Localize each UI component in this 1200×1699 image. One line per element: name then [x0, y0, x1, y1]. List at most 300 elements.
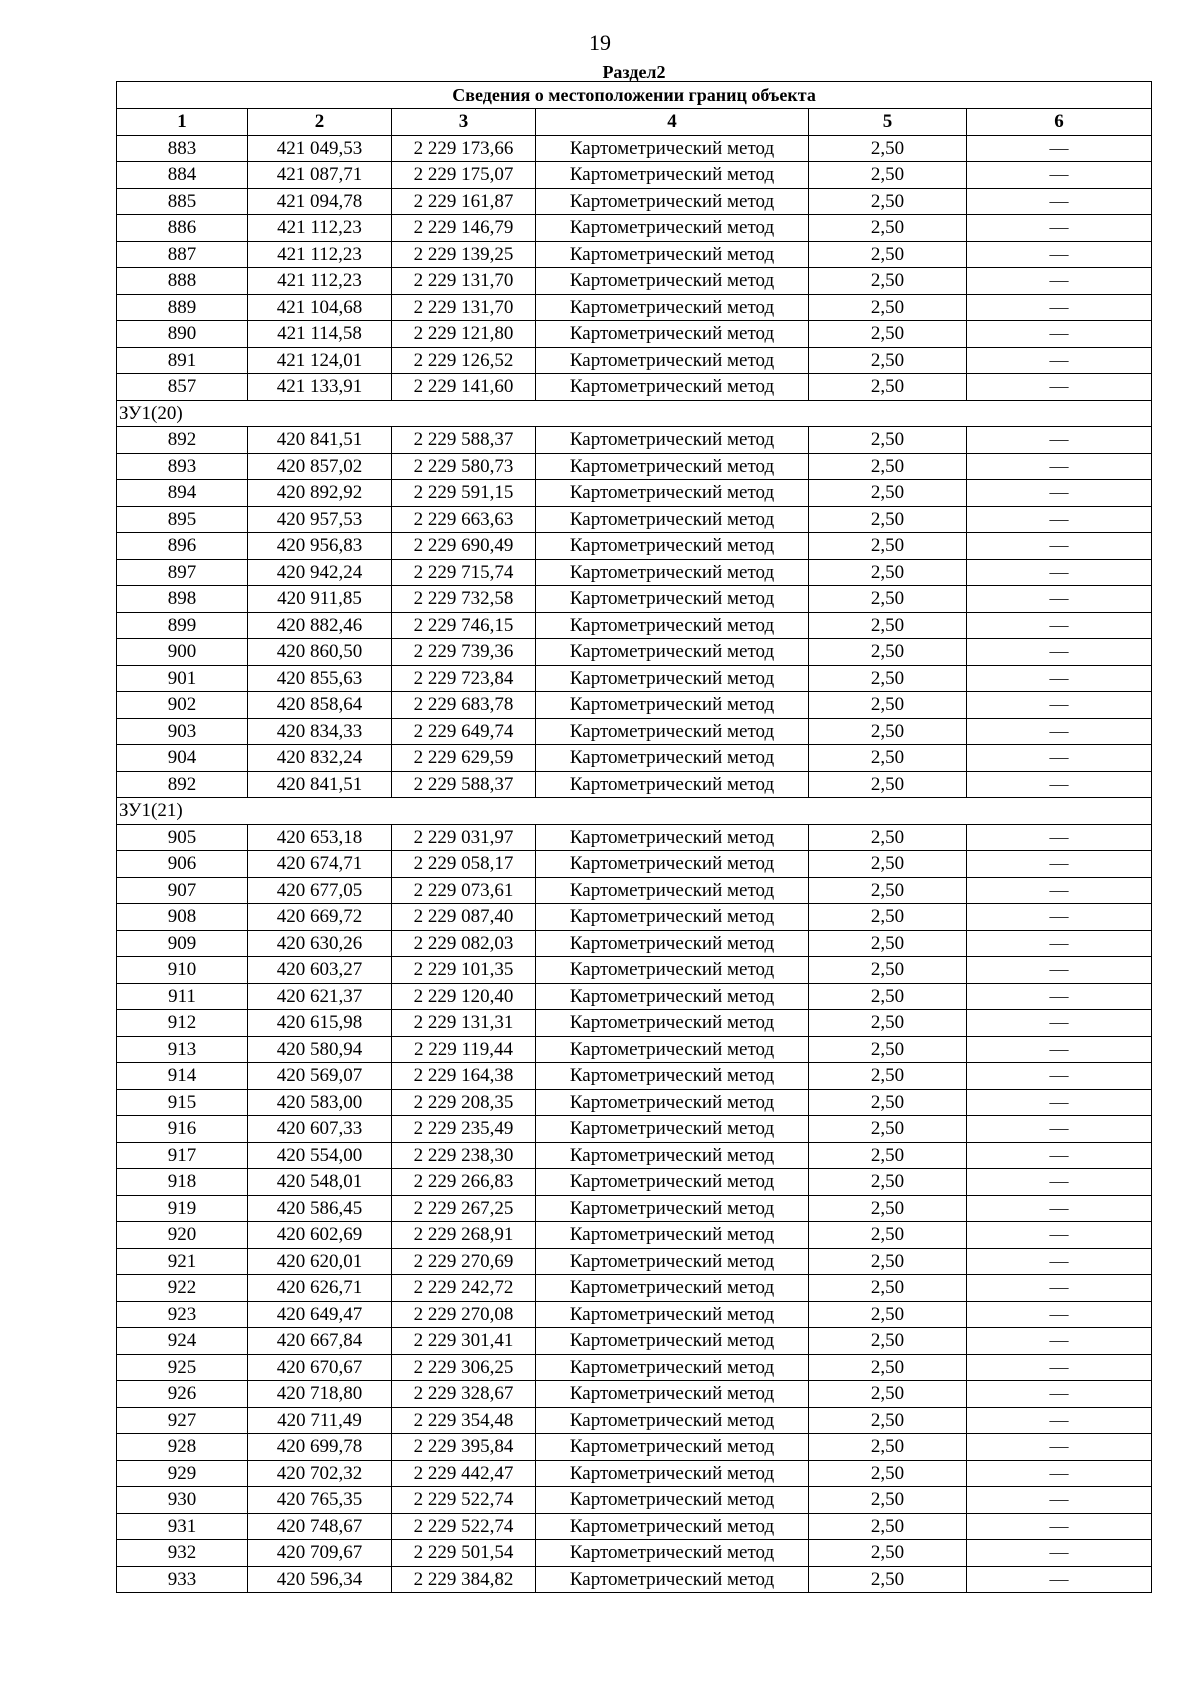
- method-cell: Картометрический метод: [536, 135, 809, 162]
- table-row: [117, 374, 1152, 401]
- note-cell: —: [967, 639, 1152, 666]
- note-cell: —: [967, 1275, 1152, 1302]
- y-coordinate-cell: 2 229 522,74: [392, 1487, 536, 1514]
- x-coordinate-cell: 421 049,53: [248, 135, 392, 162]
- point-number-cell: 912: [117, 1010, 248, 1037]
- point-number-cell: 894: [117, 480, 248, 507]
- note-cell: —: [967, 718, 1152, 745]
- y-coordinate-cell: 2 229 732,58: [392, 586, 536, 613]
- note-cell: —: [967, 1328, 1152, 1355]
- point-number-cell: 915: [117, 1089, 248, 1116]
- note-cell: —: [967, 559, 1152, 586]
- point-number-cell: 892: [117, 771, 248, 798]
- y-coordinate-cell: 2 229 395,84: [392, 1434, 536, 1461]
- method-cell: Картометрический метод: [536, 241, 809, 268]
- table-row: [117, 1301, 1152, 1328]
- method-cell: Картометрический метод: [536, 930, 809, 957]
- note-cell: —: [967, 983, 1152, 1010]
- x-coordinate-cell: 420 583,00: [248, 1089, 392, 1116]
- accuracy-cell: 2,50: [809, 1354, 967, 1381]
- y-coordinate-cell: 2 229 131,70: [392, 294, 536, 321]
- table-row: [117, 745, 1152, 772]
- accuracy-cell: 2,50: [809, 692, 967, 719]
- accuracy-cell: 2,50: [809, 188, 967, 215]
- method-cell: Картометрический метод: [536, 480, 809, 507]
- x-coordinate-cell: 420 765,35: [248, 1487, 392, 1514]
- table-row: [117, 453, 1152, 480]
- x-coordinate-cell: 420 670,67: [248, 1354, 392, 1381]
- table-row: [117, 639, 1152, 666]
- table-row: [117, 241, 1152, 268]
- table-row: [117, 1195, 1152, 1222]
- table-row: [117, 983, 1152, 1010]
- accuracy-cell: 2,50: [809, 1328, 967, 1355]
- point-number-cell: 925: [117, 1354, 248, 1381]
- point-number-cell: 922: [117, 1275, 248, 1302]
- method-cell: Картометрический метод: [536, 1540, 809, 1567]
- group-row: [117, 798, 1152, 825]
- accuracy-cell: 2,50: [809, 745, 967, 772]
- point-number-cell: 904: [117, 745, 248, 772]
- method-cell: Картометрический метод: [536, 957, 809, 984]
- note-cell: —: [967, 1460, 1152, 1487]
- table-row: [117, 1381, 1152, 1408]
- table-row: [117, 533, 1152, 560]
- y-coordinate-cell: 2 229 663,63: [392, 506, 536, 533]
- method-cell: Картометрический метод: [536, 692, 809, 719]
- point-number-cell: 928: [117, 1434, 248, 1461]
- point-number-cell: 913: [117, 1036, 248, 1063]
- y-coordinate-cell: 2 229 031,97: [392, 824, 536, 851]
- point-number-cell: 929: [117, 1460, 248, 1487]
- method-cell: Картометрический метод: [536, 1248, 809, 1275]
- note-cell: —: [967, 1063, 1152, 1090]
- note-cell: —: [967, 241, 1152, 268]
- x-coordinate-cell: 420 653,18: [248, 824, 392, 851]
- x-coordinate-cell: 420 620,01: [248, 1248, 392, 1275]
- x-coordinate-cell: 420 956,83: [248, 533, 392, 560]
- x-coordinate-cell: 421 112,23: [248, 241, 392, 268]
- column-header-4: 4: [536, 109, 809, 136]
- x-coordinate-cell: 420 674,71: [248, 851, 392, 878]
- method-cell: Картометрический метод: [536, 347, 809, 374]
- accuracy-cell: 2,50: [809, 427, 967, 454]
- x-coordinate-cell: 420 841,51: [248, 427, 392, 454]
- table-row: [117, 877, 1152, 904]
- note-cell: —: [967, 1036, 1152, 1063]
- note-cell: —: [967, 135, 1152, 162]
- accuracy-cell: 2,50: [809, 135, 967, 162]
- table-row: [117, 215, 1152, 242]
- method-cell: Картометрический метод: [536, 1036, 809, 1063]
- note-cell: —: [967, 1195, 1152, 1222]
- accuracy-cell: 2,50: [809, 1434, 967, 1461]
- accuracy-cell: 2,50: [809, 215, 967, 242]
- accuracy-cell: 2,50: [809, 1116, 967, 1143]
- point-number-cell: 919: [117, 1195, 248, 1222]
- y-coordinate-cell: 2 229 591,15: [392, 480, 536, 507]
- point-number-cell: 918: [117, 1169, 248, 1196]
- accuracy-cell: 2,50: [809, 824, 967, 851]
- x-coordinate-cell: 420 882,46: [248, 612, 392, 639]
- accuracy-cell: 2,50: [809, 1540, 967, 1567]
- x-coordinate-cell: 421 104,68: [248, 294, 392, 321]
- table-row: [117, 427, 1152, 454]
- point-number-cell: 903: [117, 718, 248, 745]
- y-coordinate-cell: 2 229 270,08: [392, 1301, 536, 1328]
- note-cell: —: [967, 824, 1152, 851]
- y-coordinate-cell: 2 229 235,49: [392, 1116, 536, 1143]
- table-row: [117, 188, 1152, 215]
- point-number-cell: 911: [117, 983, 248, 1010]
- method-cell: Картометрический метод: [536, 533, 809, 560]
- boundary-coordinates-table: [116, 81, 1152, 1593]
- y-coordinate-cell: 2 229 588,37: [392, 771, 536, 798]
- y-coordinate-cell: 2 229 746,15: [392, 612, 536, 639]
- y-coordinate-cell: 2 229 384,82: [392, 1566, 536, 1593]
- point-number-cell: 932: [117, 1540, 248, 1567]
- x-coordinate-cell: 420 699,78: [248, 1434, 392, 1461]
- note-cell: —: [967, 347, 1152, 374]
- note-cell: —: [967, 162, 1152, 189]
- y-coordinate-cell: 2 229 268,91: [392, 1222, 536, 1249]
- y-coordinate-cell: 2 229 073,61: [392, 877, 536, 904]
- method-cell: Картометрический метод: [536, 427, 809, 454]
- point-number-cell: 898: [117, 586, 248, 613]
- x-coordinate-cell: 420 667,84: [248, 1328, 392, 1355]
- method-cell: Картометрический метод: [536, 268, 809, 295]
- x-coordinate-cell: 421 094,78: [248, 188, 392, 215]
- x-coordinate-cell: 420 615,98: [248, 1010, 392, 1037]
- accuracy-cell: 2,50: [809, 1089, 967, 1116]
- point-number-cell: 891: [117, 347, 248, 374]
- y-coordinate-cell: 2 229 082,03: [392, 930, 536, 957]
- point-number-cell: 900: [117, 639, 248, 666]
- accuracy-cell: 2,50: [809, 586, 967, 613]
- point-number-cell: 907: [117, 877, 248, 904]
- note-cell: —: [967, 1513, 1152, 1540]
- point-number-cell: 908: [117, 904, 248, 931]
- method-cell: Картометрический метод: [536, 506, 809, 533]
- table-row: [117, 851, 1152, 878]
- note-cell: —: [967, 374, 1152, 401]
- point-number-cell: 926: [117, 1381, 248, 1408]
- note-cell: —: [967, 1407, 1152, 1434]
- column-header-1: 1: [117, 109, 248, 136]
- accuracy-cell: 2,50: [809, 294, 967, 321]
- x-coordinate-cell: 420 834,33: [248, 718, 392, 745]
- y-coordinate-cell: 2 229 723,84: [392, 665, 536, 692]
- point-number-cell: 921: [117, 1248, 248, 1275]
- accuracy-cell: 2,50: [809, 1566, 967, 1593]
- accuracy-cell: 2,50: [809, 1222, 967, 1249]
- point-number-cell: 905: [117, 824, 248, 851]
- y-coordinate-cell: 2 229 442,47: [392, 1460, 536, 1487]
- table-row: [117, 1407, 1152, 1434]
- point-number-cell: 930: [117, 1487, 248, 1514]
- method-cell: Картометрический метод: [536, 215, 809, 242]
- y-coordinate-cell: 2 229 306,25: [392, 1354, 536, 1381]
- note-cell: —: [967, 1354, 1152, 1381]
- y-coordinate-cell: 2 229 058,17: [392, 851, 536, 878]
- point-number-cell: 885: [117, 188, 248, 215]
- x-coordinate-cell: 421 112,23: [248, 268, 392, 295]
- table-row: [117, 1460, 1152, 1487]
- note-cell: —: [967, 506, 1152, 533]
- table-body: [117, 135, 1152, 1593]
- x-coordinate-cell: 421 124,01: [248, 347, 392, 374]
- method-cell: Картометрический метод: [536, 1434, 809, 1461]
- table-row: [117, 1275, 1152, 1302]
- accuracy-cell: 2,50: [809, 453, 967, 480]
- table-row: [117, 718, 1152, 745]
- table-row: [117, 957, 1152, 984]
- accuracy-cell: 2,50: [809, 374, 967, 401]
- method-cell: Картометрический метод: [536, 718, 809, 745]
- x-coordinate-cell: 420 569,07: [248, 1063, 392, 1090]
- note-cell: —: [967, 1301, 1152, 1328]
- y-coordinate-cell: 2 229 242,72: [392, 1275, 536, 1302]
- x-coordinate-cell: 420 677,05: [248, 877, 392, 904]
- point-number-cell: 906: [117, 851, 248, 878]
- x-coordinate-cell: 420 630,26: [248, 930, 392, 957]
- y-coordinate-cell: 2 229 101,35: [392, 957, 536, 984]
- accuracy-cell: 2,50: [809, 268, 967, 295]
- y-coordinate-cell: 2 229 354,48: [392, 1407, 536, 1434]
- y-coordinate-cell: 2 229 126,52: [392, 347, 536, 374]
- point-number-cell: 914: [117, 1063, 248, 1090]
- note-cell: —: [967, 1540, 1152, 1567]
- accuracy-cell: 2,50: [809, 904, 967, 931]
- note-cell: —: [967, 1010, 1152, 1037]
- table-row: [117, 506, 1152, 533]
- x-coordinate-cell: 421 114,58: [248, 321, 392, 348]
- note-cell: —: [967, 1566, 1152, 1593]
- table-row: [117, 1487, 1152, 1514]
- point-number-cell: 893: [117, 453, 248, 480]
- note-cell: —: [967, 533, 1152, 560]
- table-row: [117, 1434, 1152, 1461]
- method-cell: Картометрический метод: [536, 374, 809, 401]
- x-coordinate-cell: 420 603,27: [248, 957, 392, 984]
- point-number-cell: 857: [117, 374, 248, 401]
- method-cell: Картометрический метод: [536, 1195, 809, 1222]
- table-row: [117, 1540, 1152, 1567]
- group-row: [117, 400, 1152, 427]
- note-cell: —: [967, 1089, 1152, 1116]
- method-cell: Картометрический метод: [536, 1116, 809, 1143]
- method-cell: Картометрический метод: [536, 665, 809, 692]
- y-coordinate-cell: 2 229 266,83: [392, 1169, 536, 1196]
- accuracy-cell: 2,50: [809, 241, 967, 268]
- accuracy-cell: 2,50: [809, 1248, 967, 1275]
- y-coordinate-cell: 2 229 208,35: [392, 1089, 536, 1116]
- note-cell: —: [967, 745, 1152, 772]
- y-coordinate-cell: 2 229 328,67: [392, 1381, 536, 1408]
- method-cell: Картометрический метод: [536, 877, 809, 904]
- method-cell: Картометрический метод: [536, 453, 809, 480]
- method-cell: Картометрический метод: [536, 1487, 809, 1514]
- x-coordinate-cell: 420 607,33: [248, 1116, 392, 1143]
- y-coordinate-cell: 2 229 690,49: [392, 533, 536, 560]
- method-cell: Картометрический метод: [536, 1407, 809, 1434]
- accuracy-cell: 2,50: [809, 506, 967, 533]
- point-number-cell: 902: [117, 692, 248, 719]
- y-coordinate-cell: 2 229 501,54: [392, 1540, 536, 1567]
- column-header-5: 5: [809, 109, 967, 136]
- x-coordinate-cell: 420 857,02: [248, 453, 392, 480]
- y-coordinate-cell: 2 229 522,74: [392, 1513, 536, 1540]
- table-row: [117, 1354, 1152, 1381]
- table-row: [117, 1328, 1152, 1355]
- x-coordinate-cell: 420 621,37: [248, 983, 392, 1010]
- note-cell: —: [967, 480, 1152, 507]
- y-coordinate-cell: 2 229 161,87: [392, 188, 536, 215]
- table-row: [117, 347, 1152, 374]
- y-coordinate-cell: 2 229 588,37: [392, 427, 536, 454]
- y-coordinate-cell: 2 229 173,66: [392, 135, 536, 162]
- point-number-cell: 890: [117, 321, 248, 348]
- table-row: [117, 612, 1152, 639]
- method-cell: Картометрический метод: [536, 1328, 809, 1355]
- y-coordinate-cell: 2 229 146,79: [392, 215, 536, 242]
- table-row: [117, 1089, 1152, 1116]
- x-coordinate-cell: 420 548,01: [248, 1169, 392, 1196]
- method-cell: Картометрический метод: [536, 1301, 809, 1328]
- method-cell: Картометрический метод: [536, 1169, 809, 1196]
- accuracy-cell: 2,50: [809, 1010, 967, 1037]
- x-coordinate-cell: 420 832,24: [248, 745, 392, 772]
- method-cell: Картометрический метод: [536, 1222, 809, 1249]
- table-row: [117, 904, 1152, 931]
- note-cell: —: [967, 612, 1152, 639]
- x-coordinate-cell: 420 892,92: [248, 480, 392, 507]
- x-coordinate-cell: 420 718,80: [248, 1381, 392, 1408]
- accuracy-cell: 2,50: [809, 480, 967, 507]
- note-cell: —: [967, 771, 1152, 798]
- column-header-6: 6: [967, 109, 1152, 136]
- point-number-cell: 923: [117, 1301, 248, 1328]
- table-row: [117, 559, 1152, 586]
- y-coordinate-cell: 2 229 629,59: [392, 745, 536, 772]
- column-number-row: [117, 109, 1152, 136]
- point-number-cell: 917: [117, 1142, 248, 1169]
- method-cell: Картометрический метод: [536, 771, 809, 798]
- note-cell: —: [967, 321, 1152, 348]
- method-cell: Картометрический метод: [536, 586, 809, 613]
- point-number-cell: 889: [117, 294, 248, 321]
- x-coordinate-cell: 420 711,49: [248, 1407, 392, 1434]
- accuracy-cell: 2,50: [809, 930, 967, 957]
- accuracy-cell: 2,50: [809, 1460, 967, 1487]
- note-cell: —: [967, 453, 1152, 480]
- note-cell: —: [967, 1222, 1152, 1249]
- note-cell: —: [967, 1487, 1152, 1514]
- method-cell: Картометрический метод: [536, 1381, 809, 1408]
- table-row: [117, 1513, 1152, 1540]
- note-cell: —: [967, 904, 1152, 931]
- point-number-cell: 887: [117, 241, 248, 268]
- note-cell: —: [967, 1248, 1152, 1275]
- accuracy-cell: 2,50: [809, 665, 967, 692]
- method-cell: Картометрический метод: [536, 851, 809, 878]
- method-cell: Картометрический метод: [536, 1010, 809, 1037]
- table-caption: Сведения о местоположении границ объекта: [117, 82, 1152, 109]
- accuracy-cell: 2,50: [809, 718, 967, 745]
- table-row: [117, 321, 1152, 348]
- x-coordinate-cell: 420 942,24: [248, 559, 392, 586]
- method-cell: Картометрический метод: [536, 188, 809, 215]
- x-coordinate-cell: 421 133,91: [248, 374, 392, 401]
- accuracy-cell: 2,50: [809, 1036, 967, 1063]
- x-coordinate-cell: 420 855,63: [248, 665, 392, 692]
- table-row: [117, 135, 1152, 162]
- note-cell: —: [967, 188, 1152, 215]
- point-number-cell: 892: [117, 427, 248, 454]
- accuracy-cell: 2,50: [809, 1063, 967, 1090]
- y-coordinate-cell: 2 229 119,44: [392, 1036, 536, 1063]
- page-number: 19: [589, 30, 611, 55]
- note-cell: —: [967, 1169, 1152, 1196]
- accuracy-cell: 2,50: [809, 851, 967, 878]
- accuracy-cell: 2,50: [809, 639, 967, 666]
- method-cell: Картометрический метод: [536, 1063, 809, 1090]
- group-label: ЗУ1(20): [117, 400, 1152, 427]
- y-coordinate-cell: 2 229 267,25: [392, 1195, 536, 1222]
- x-coordinate-cell: 420 911,85: [248, 586, 392, 613]
- point-number-cell: 933: [117, 1566, 248, 1593]
- accuracy-cell: 2,50: [809, 347, 967, 374]
- y-coordinate-cell: 2 229 301,41: [392, 1328, 536, 1355]
- accuracy-cell: 2,50: [809, 321, 967, 348]
- note-cell: —: [967, 1434, 1152, 1461]
- y-coordinate-cell: 2 229 683,78: [392, 692, 536, 719]
- table-row: [117, 268, 1152, 295]
- point-number-cell: 888: [117, 268, 248, 295]
- x-coordinate-cell: 420 596,34: [248, 1566, 392, 1593]
- note-cell: —: [967, 957, 1152, 984]
- method-cell: Картометрический метод: [536, 1513, 809, 1540]
- method-cell: Картометрический метод: [536, 162, 809, 189]
- x-coordinate-cell: 420 649,47: [248, 1301, 392, 1328]
- y-coordinate-cell: 2 229 580,73: [392, 453, 536, 480]
- table-row: [117, 1142, 1152, 1169]
- y-coordinate-cell: 2 229 139,25: [392, 241, 536, 268]
- y-coordinate-cell: 2 229 270,69: [392, 1248, 536, 1275]
- point-number-cell: 886: [117, 215, 248, 242]
- method-cell: Картометрический метод: [536, 639, 809, 666]
- method-cell: Картометрический метод: [536, 1460, 809, 1487]
- note-cell: —: [967, 294, 1152, 321]
- table-row: [117, 1248, 1152, 1275]
- x-coordinate-cell: 421 087,71: [248, 162, 392, 189]
- y-coordinate-cell: 2 229 131,70: [392, 268, 536, 295]
- group-label: ЗУ1(21): [117, 798, 1152, 825]
- accuracy-cell: 2,50: [809, 1487, 967, 1514]
- accuracy-cell: 2,50: [809, 1381, 967, 1408]
- note-cell: —: [967, 692, 1152, 719]
- note-cell: —: [967, 1381, 1152, 1408]
- method-cell: Картометрический метод: [536, 745, 809, 772]
- point-number-cell: 931: [117, 1513, 248, 1540]
- method-cell: Картометрический метод: [536, 321, 809, 348]
- y-coordinate-cell: 2 229 739,36: [392, 639, 536, 666]
- table-row: [117, 1116, 1152, 1143]
- accuracy-cell: 2,50: [809, 1301, 967, 1328]
- accuracy-cell: 2,50: [809, 957, 967, 984]
- note-cell: —: [967, 877, 1152, 904]
- accuracy-cell: 2,50: [809, 1195, 967, 1222]
